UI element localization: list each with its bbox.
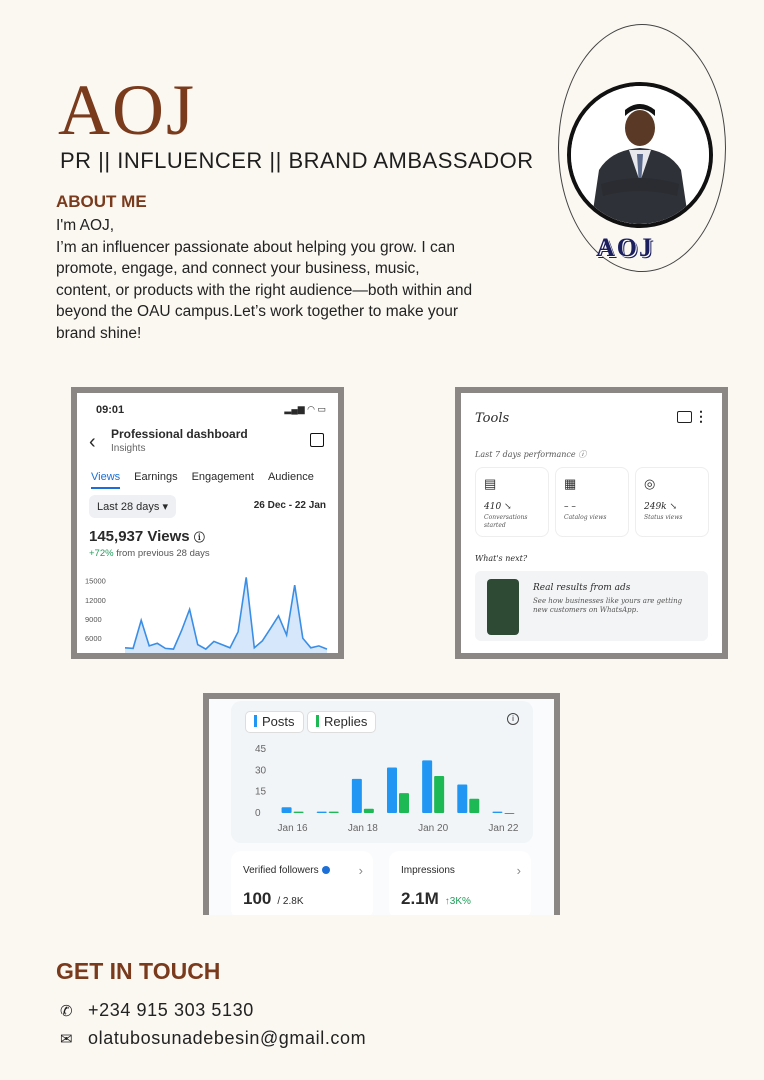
- date-range: 26 Dec - 22 Jan: [253, 500, 326, 511]
- x-tick-label: Jan 16: [277, 823, 308, 834]
- y-tick-label: 15000: [85, 576, 106, 586]
- dashboard-subtitle: Insights: [111, 443, 146, 454]
- back-arrow-icon[interactable]: ‹: [89, 431, 96, 453]
- card-sub: ↑3K%: [444, 896, 471, 907]
- phone-number[interactable]: +234 915 303 5130: [88, 1000, 254, 1020]
- dashboard-tabs: [91, 471, 314, 489]
- insights-screenshot: [203, 693, 560, 915]
- about-intro: I'm AOJ,: [56, 217, 115, 234]
- status-icon: ◎: [644, 476, 656, 491]
- whats-next-label: What's next?: [475, 554, 528, 563]
- card-label: Conversations started: [484, 514, 528, 529]
- bar-posts: [457, 785, 467, 813]
- posts-color-swatch: [254, 715, 257, 727]
- posts-replies-bar-chart: [231, 741, 533, 843]
- bar-posts: [422, 760, 432, 813]
- message-icon: ▤: [484, 476, 497, 491]
- about-body: I’m an influencer passionate about helping you grow. I can promote, engage, and connect your business, music, content, or products with the right audience—both within and beyond the OAU campus.Let’s work together to make your brand shine!: [56, 238, 473, 342]
- tools-title: Tools: [475, 411, 510, 426]
- chart-icon[interactable]: [310, 433, 324, 447]
- phone-icon: ✆: [60, 1003, 74, 1020]
- replies-chip[interactable]: [307, 711, 376, 733]
- dropdown-caret-icon: ▾: [162, 501, 168, 513]
- grid-icon: ▦: [564, 476, 577, 491]
- about-text: [56, 215, 476, 344]
- chevron-right-icon: ›: [516, 863, 521, 878]
- bar-replies: [504, 813, 514, 814]
- card-value: – –: [564, 502, 576, 512]
- card-value: [243, 889, 304, 909]
- dashboard-screenshot: [71, 387, 344, 659]
- y-tick-label: 30: [255, 765, 267, 777]
- portrait-name: AOJ: [596, 233, 654, 262]
- info-icon[interactable]: ⓘ: [193, 532, 205, 544]
- portrait-photo: [567, 82, 713, 228]
- y-tick-label: 6000: [85, 634, 102, 644]
- catalog-card[interactable]: [555, 467, 629, 537]
- views-value: 145,937 Views: [89, 528, 190, 545]
- change-pct: +72%: [89, 548, 114, 559]
- email-address[interactable]: olatubosunadebesin@gmail.com: [88, 1028, 367, 1048]
- camera-icon[interactable]: [677, 411, 692, 423]
- views-change: [89, 548, 210, 559]
- bar-replies: [399, 793, 409, 813]
- bar-posts: [317, 812, 327, 813]
- performance-label-text: Last 7 days performance: [475, 450, 576, 459]
- bar-replies: [469, 799, 479, 813]
- y-tick-label: 45: [255, 744, 267, 755]
- tab-earnings[interactable]: Earnings: [134, 471, 178, 483]
- bar-posts: [282, 807, 292, 813]
- posts-chip-label: Posts: [262, 714, 295, 729]
- status-icons: ▂▄▆ ◠ ▭: [284, 404, 326, 414]
- bar-replies: [294, 812, 304, 813]
- dashboard-title: Professional dashboard: [111, 427, 248, 441]
- views-total: [89, 528, 205, 545]
- tab-engagement[interactable]: Engagement: [191, 471, 254, 483]
- ad-title: Real results from ads: [533, 583, 631, 593]
- tagline: PR || INFLUENCER || BRAND AMBASSADOR: [60, 148, 534, 173]
- change-text: from previous 28 days: [116, 548, 210, 559]
- card-value: 410 ↘: [484, 502, 512, 512]
- chevron-right-icon: ›: [358, 863, 363, 878]
- x-tick-label: Jan 20: [418, 823, 449, 834]
- range-label: Last 28 days: [97, 501, 160, 513]
- impressions-card[interactable]: [389, 851, 531, 915]
- replies-chip-label: Replies: [324, 714, 368, 729]
- bar-posts: [387, 767, 397, 813]
- card-label: [243, 865, 330, 876]
- card-value: 249k ↘: [644, 502, 678, 512]
- bar-replies: [329, 812, 339, 813]
- card-label: Catalog views: [564, 514, 607, 521]
- info-icon[interactable]: i: [507, 713, 519, 725]
- bar-chart-panel: [231, 701, 533, 843]
- conversations-card[interactable]: [475, 467, 549, 537]
- y-tick-label: 12000: [85, 595, 106, 605]
- about-heading: ABOUT ME: [56, 192, 147, 211]
- card-value-text: 100: [243, 889, 272, 908]
- card-value: [401, 889, 471, 909]
- bar-posts: [352, 779, 362, 813]
- views-line-chart: [77, 565, 338, 653]
- verified-followers-card[interactable]: [231, 851, 373, 915]
- card-label: Status views: [644, 514, 683, 521]
- email-row[interactable]: [60, 1028, 366, 1049]
- performance-label: [475, 449, 586, 460]
- bar-replies: [364, 809, 374, 813]
- mail-icon: ✉: [60, 1031, 74, 1048]
- card-sub: / 2.8K: [277, 896, 304, 907]
- replies-color-swatch: [316, 715, 319, 727]
- contact-heading: GET IN TOUCH: [56, 958, 221, 984]
- views-area: [125, 577, 327, 653]
- posts-chip[interactable]: [245, 711, 304, 733]
- ad-thumbnail: [487, 579, 519, 635]
- range-dropdown[interactable]: [89, 495, 176, 518]
- y-tick-label: 9000: [85, 615, 102, 624]
- y-tick-label: 0: [255, 808, 261, 819]
- x-tick-label: Jan 18: [347, 823, 378, 834]
- verified-badge-icon: [322, 866, 330, 874]
- x-tick-label: Jan 22: [488, 823, 519, 834]
- bar-posts: [492, 812, 502, 813]
- brand-logo: AOJ: [58, 70, 197, 150]
- card-value-text: 2.1M: [401, 889, 439, 908]
- card-label: Impressions: [401, 865, 455, 876]
- info-icon[interactable]: ⓘ: [578, 450, 587, 459]
- person-illustration: [571, 86, 709, 224]
- status-time: 09:01: [96, 404, 125, 416]
- status-card[interactable]: [635, 467, 709, 537]
- ad-body: See how businesses like yours are getting new customers on WhatsApp.: [533, 597, 683, 614]
- bar-replies: [434, 776, 444, 813]
- phone-row[interactable]: [60, 1000, 254, 1021]
- card-label-text: Verified followers: [243, 865, 319, 876]
- more-options-icon[interactable]: ⋮: [694, 408, 708, 424]
- tools-screenshot: [455, 387, 728, 659]
- tab-views[interactable]: Views: [91, 471, 120, 489]
- ad-card[interactable]: [475, 571, 708, 641]
- y-tick-label: 15: [255, 786, 267, 798]
- tab-audience[interactable]: Audience: [267, 471, 314, 483]
